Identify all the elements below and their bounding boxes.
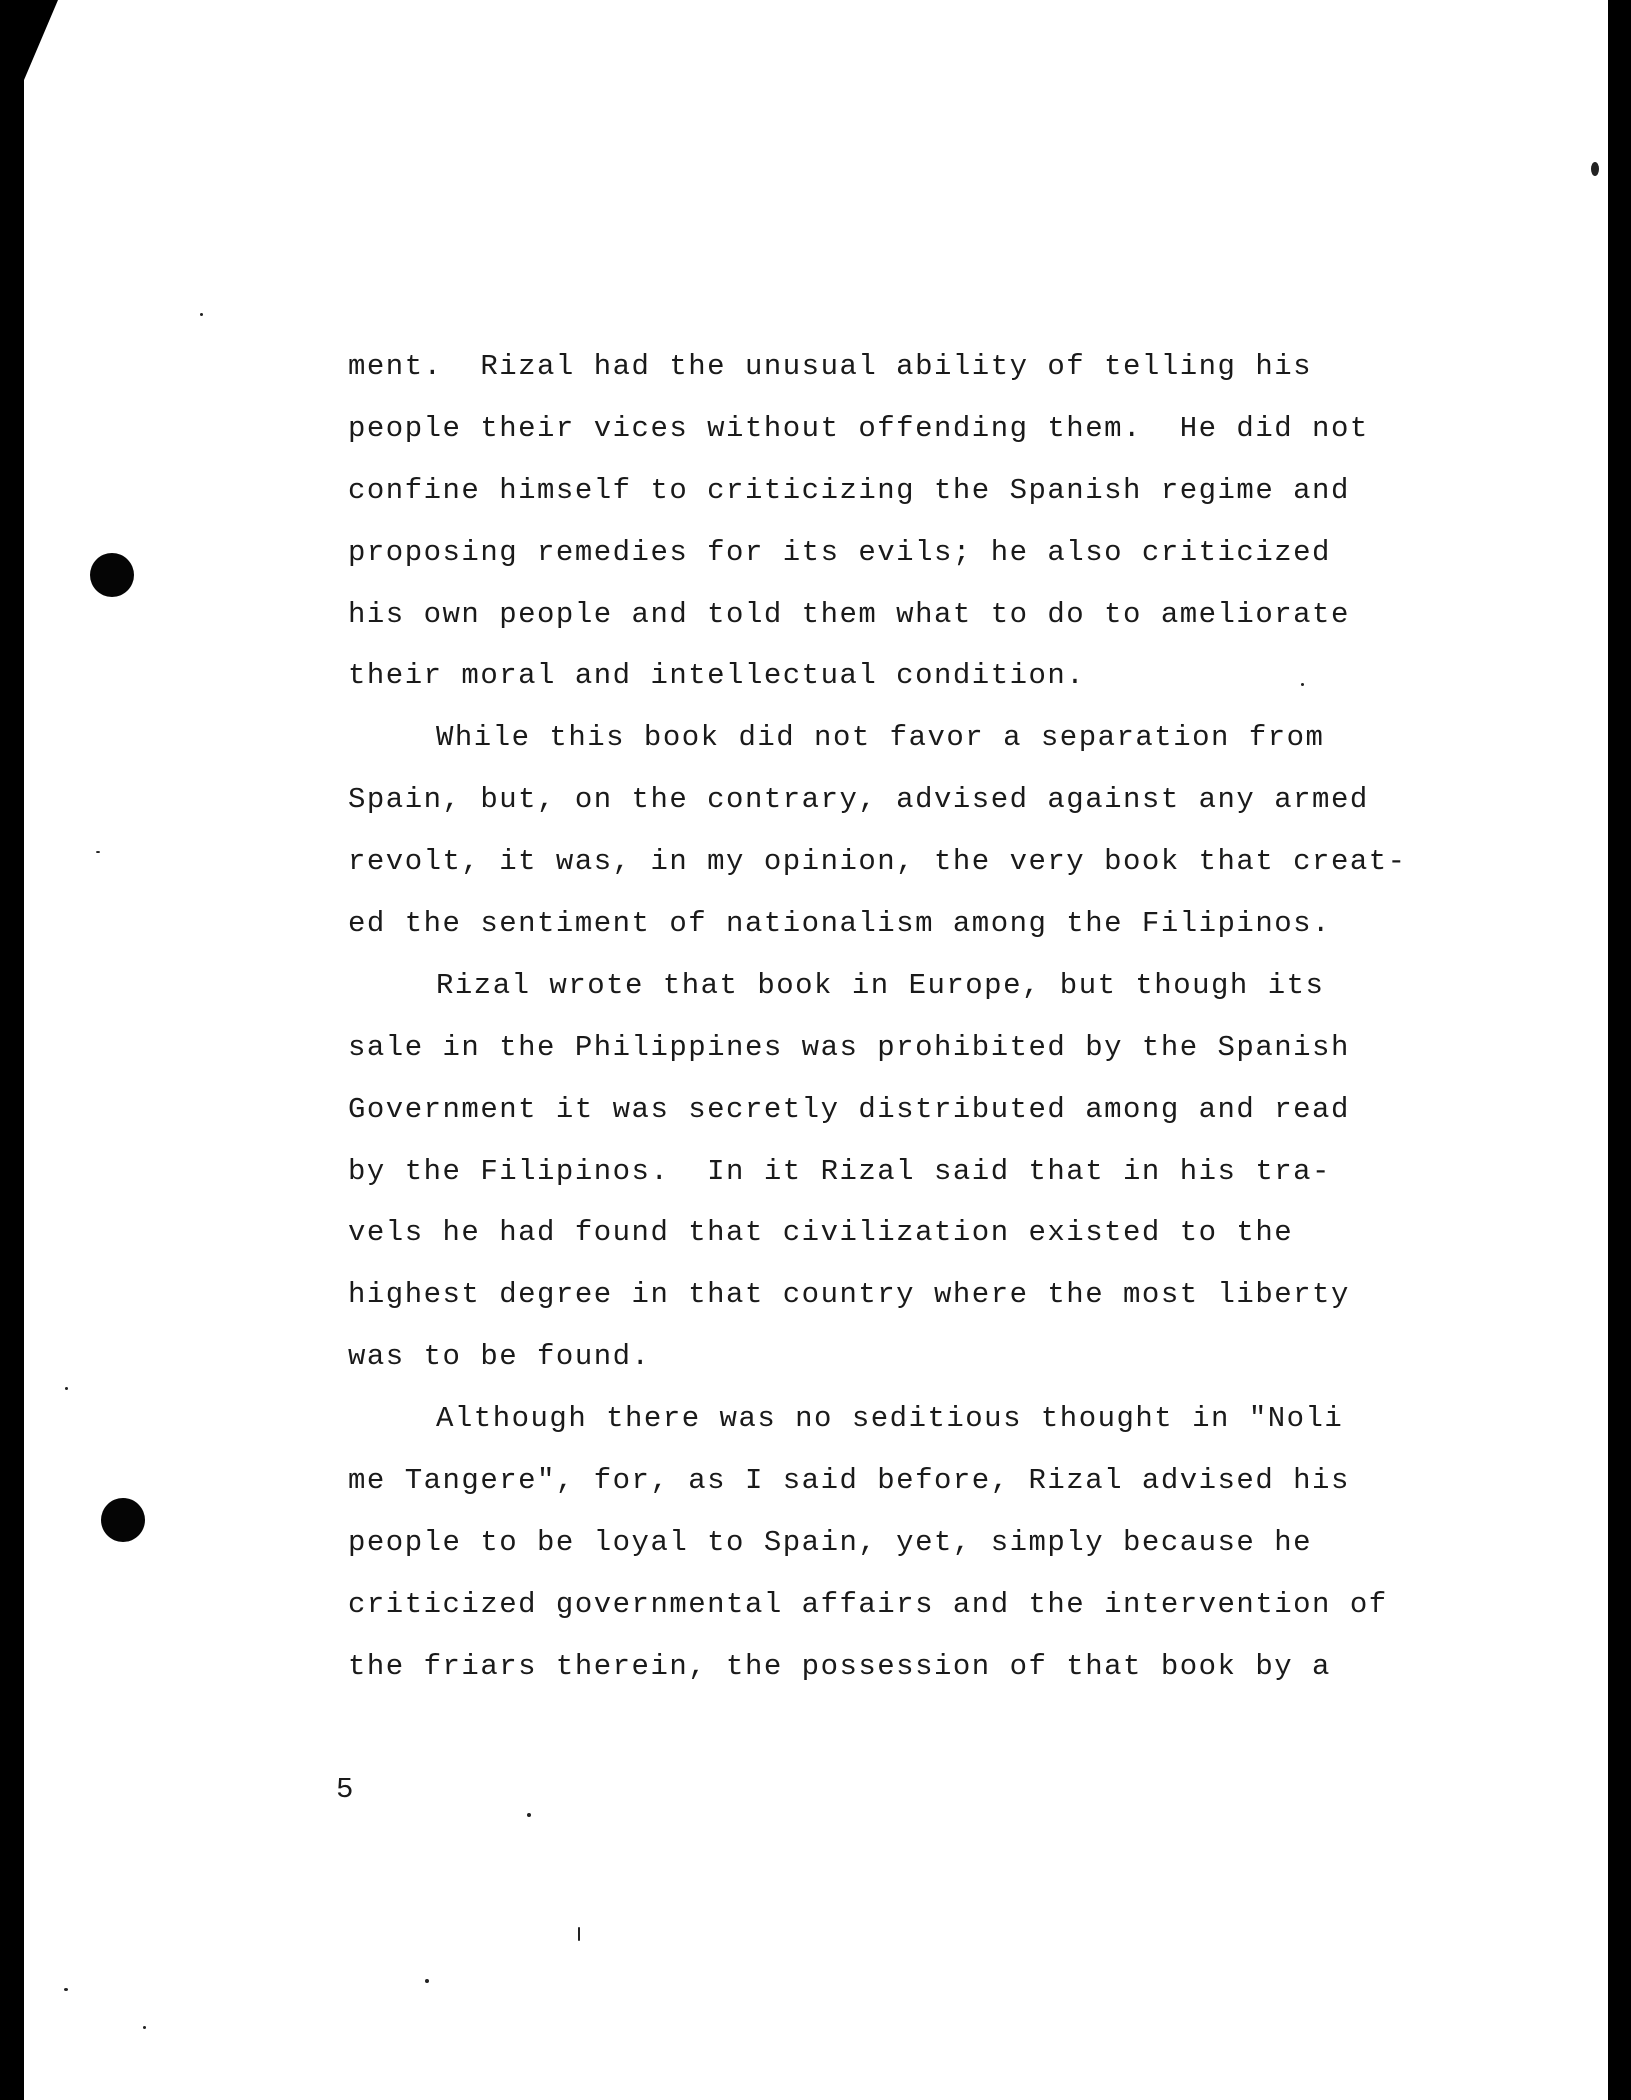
- text-line: sale in the Philippines was prohibited by the Spanish: [348, 1030, 1350, 1064]
- text-line: vels he had found that civilization existed to the: [348, 1216, 1294, 1250]
- text-line: Rizal wrote that book in Europe, but though its: [436, 968, 1325, 1002]
- scan-speck: [578, 1927, 580, 1941]
- typed-text-body: [348, 336, 1407, 1698]
- text-line: criticized governmental affairs and the intervention of: [348, 1587, 1388, 1621]
- scan-speck: [425, 1979, 429, 1983]
- page-number: 5: [336, 1773, 354, 1806]
- text-line: their moral and intellectual condition.: [348, 659, 1086, 693]
- text-line: Although there was no seditious thought in "Noli: [436, 1402, 1344, 1436]
- scan-border: [1608, 0, 1631, 2100]
- scan-speck: [527, 1813, 531, 1817]
- text-line: people their vices without offending them. He did not: [348, 411, 1369, 445]
- scan-speck: [65, 1387, 68, 1390]
- text-line: highest degree in that country where the most liberty: [348, 1278, 1350, 1312]
- text-line: was to be found.: [348, 1340, 651, 1374]
- text-line: Spain, but, on the contrary, advised against any armed: [348, 783, 1369, 817]
- text-line: While this book did not favor a separation from: [436, 721, 1325, 755]
- text-line: ed the sentiment of nationalism among the Filipinos.: [348, 907, 1331, 941]
- scan-speck: [200, 313, 203, 316]
- scan-speck: [143, 2026, 146, 2029]
- torn-corner: [24, 0, 58, 80]
- scan-speck: [64, 1988, 68, 1991]
- punch-hole: [101, 1498, 145, 1542]
- text-line: revolt, it was, in my opinion, the very book that creat-: [348, 845, 1407, 879]
- text-line: confine himself to criticizing the Spanish regime and: [348, 473, 1350, 507]
- text-line: his own people and told them what to do to ameliorate: [348, 597, 1350, 631]
- text-line: me Tangere", for, as I said before, Rizal advised his: [348, 1464, 1350, 1498]
- text-line: Government it was secretly distributed among and read: [348, 1092, 1350, 1126]
- text-line: the friars therein, the possession of that book by a: [348, 1649, 1331, 1683]
- text-line: people to be loyal to Spain, yet, simply because he: [348, 1525, 1313, 1559]
- scan-speck: [1591, 162, 1599, 176]
- text-line: ment. Rizal had the unusual ability of telling his: [348, 350, 1313, 383]
- punch-hole: [90, 553, 134, 597]
- text-line: by the Filipinos. In it Rizal said that in his tra-: [348, 1154, 1331, 1188]
- scan-speck: [96, 851, 100, 853]
- text-line: proposing remedies for its evils; he also criticized: [348, 535, 1331, 569]
